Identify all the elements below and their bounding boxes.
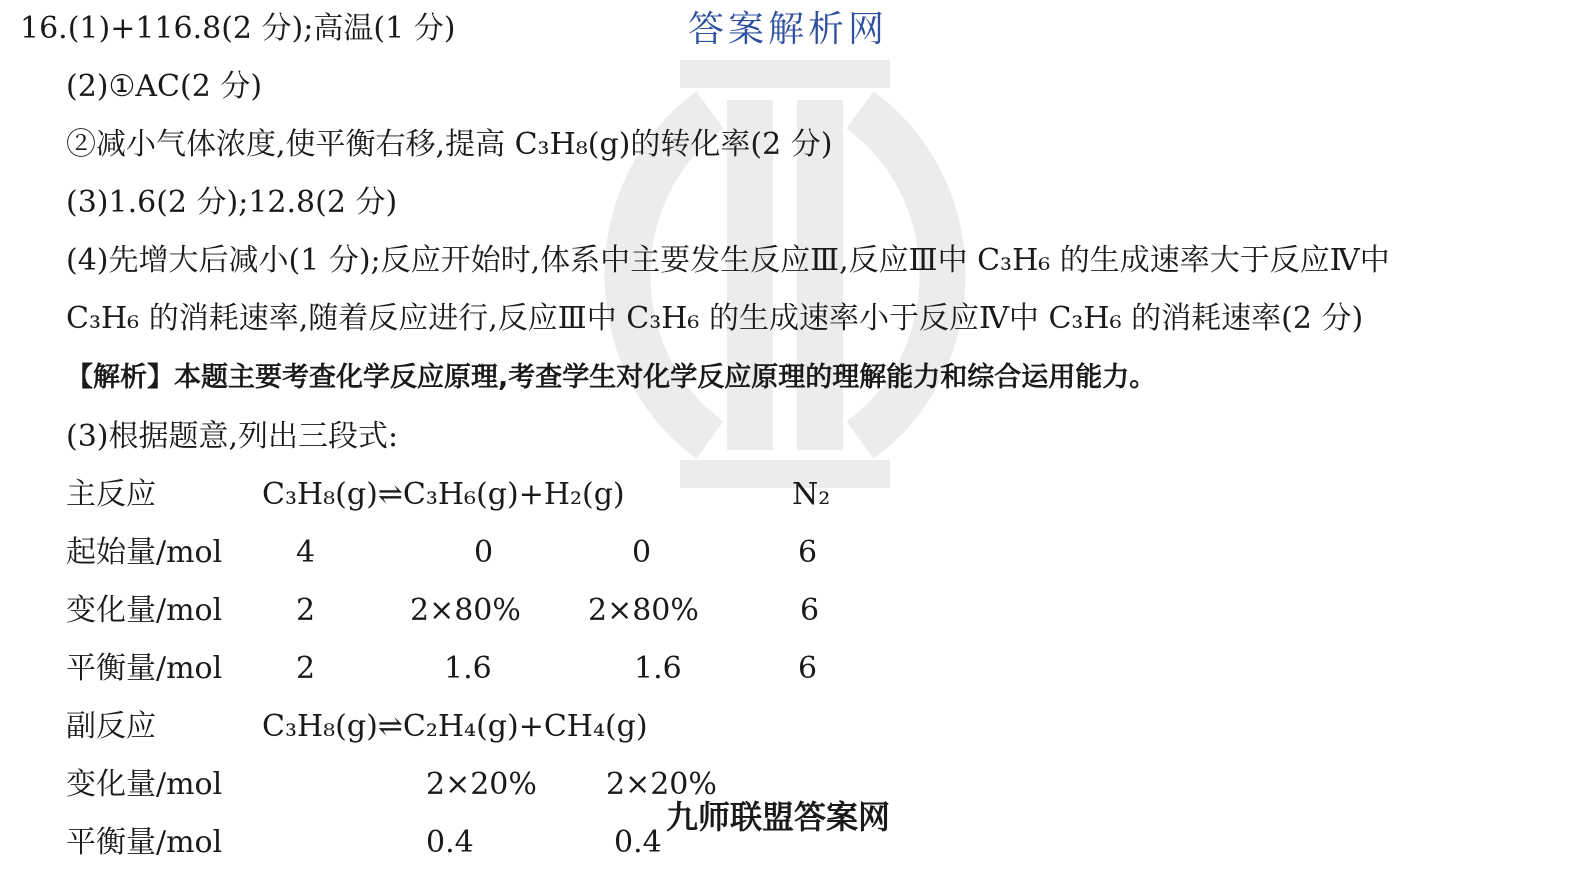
analysis-heading: 【解析】本题主要考查化学反应原理,考查学生对化学反应原理的理解能力和综合运用能力。 (66, 362, 1157, 393)
table-cell: 4 (296, 535, 316, 570)
table-cell: 6 (798, 651, 818, 686)
side-reaction-label: 副反应 (66, 709, 156, 744)
answer-line-6: C₃H₆ 的消耗速率,随着反应进行,反应Ⅲ中 C₃H₆ 的生成速率小于反应Ⅳ中 C₃H₆ 的消耗速率(2 分) (66, 301, 1364, 336)
table-cell: 6 (800, 593, 820, 628)
main-reaction-label: 主反应 (66, 477, 156, 512)
table-cell: 2×20% (606, 767, 717, 802)
answer-line-4: (3)1.6(2 分);12.8(2 分) (66, 185, 398, 220)
table-row-label: 起始量/mol (66, 535, 223, 570)
header-watermark: 答案解析网 (688, 9, 889, 50)
table-cell: 1.6 (634, 651, 682, 686)
analysis-intro: (3)根据题意,列出三段式: (66, 419, 399, 454)
table-row-label: 平衡量/mol (66, 651, 223, 686)
main-reaction-equation: C₃H₈(g)⇌C₃H₆(g)+H₂(g) (262, 477, 625, 512)
answer-line-2: (2)①AC(2 分) (66, 69, 263, 104)
answer-line-5: (4)先增大后减小(1 分);反应开始时,体系中主要发生反应Ⅲ,反应Ⅲ中 C₃H₆ 的生成速率大于反应Ⅳ中 (66, 243, 1390, 278)
answer-line-3: ②减小气体浓度,使平衡右移,提高 C₃H₈(g)的转化率(2 分) (66, 127, 833, 162)
table-cell: 2×80% (588, 593, 699, 628)
footer-watermark: 九师联盟答案网 (666, 798, 891, 836)
answer-line-1: 16.(1)+116.8(2 分);高温(1 分) (20, 11, 456, 46)
main-reaction-extra: N₂ (792, 477, 831, 512)
table-cell: 0 (632, 535, 652, 570)
table-row-label: 变化量/mol (66, 767, 223, 802)
table-cell: 0 (474, 535, 494, 570)
table-cell: 0.4 (426, 825, 474, 860)
table-row-label: 变化量/mol (66, 593, 223, 628)
table-cell: 1.6 (444, 651, 492, 686)
side-reaction-equation: C₃H₈(g)⇌C₂H₄(g)+CH₄(g) (262, 709, 648, 744)
table-row-label: 平衡量/mol (66, 825, 223, 860)
table-cell: 2 (296, 651, 316, 686)
table-cell: 2×80% (410, 593, 521, 628)
table-cell: 0.4 (614, 825, 662, 860)
table-cell: 2 (296, 593, 316, 628)
table-cell: 6 (798, 535, 818, 570)
table-cell: 2×20% (426, 767, 537, 802)
